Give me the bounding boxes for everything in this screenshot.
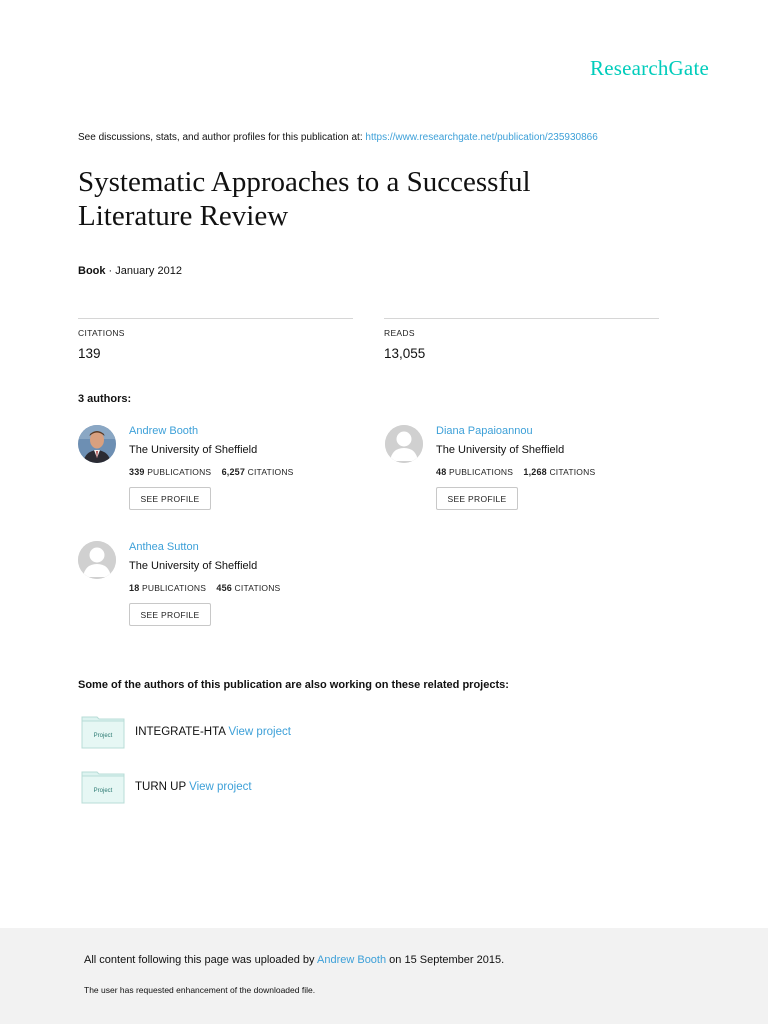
- citations-count: 456: [216, 583, 232, 593]
- author-institution: The University of Sheffield: [129, 444, 258, 456]
- author-stats: [129, 467, 294, 477]
- project-item: [81, 770, 481, 806]
- citations-value: 139: [78, 346, 101, 361]
- see-profile-button[interactable]: SEE PROFILE: [436, 487, 518, 510]
- project-text: [135, 726, 291, 738]
- reads-stat: [384, 318, 659, 361]
- author-stats: [129, 583, 280, 593]
- author-institution: The University of Sheffield: [436, 444, 565, 456]
- discussion-prefix: See discussions, stats, and author profiles for this publication at:: [78, 132, 363, 143]
- publications-count: 339: [129, 467, 145, 477]
- project-icon-label: Project: [93, 788, 113, 794]
- project-name: TURN UP: [135, 781, 186, 793]
- enhancement-note: The user has requested enhancement of the downloaded file.: [84, 985, 316, 995]
- see-profile-button[interactable]: SEE PROFILE: [129, 487, 211, 510]
- uploader-link[interactable]: Andrew Booth: [317, 954, 387, 966]
- author-name-link[interactable]: Andrew Booth: [129, 425, 199, 437]
- citations-label: CITATIONS: [247, 467, 294, 477]
- project-icon-label: Project: [93, 733, 113, 739]
- citations-stat: [78, 318, 353, 361]
- citations-count: 6,257: [221, 467, 246, 477]
- citations-label: CITATIONS: [78, 328, 125, 338]
- publication-meta: [78, 265, 182, 277]
- view-project-link[interactable]: View project: [228, 726, 291, 738]
- citations-label: CITATIONS: [549, 467, 596, 477]
- meta-separator: ·: [105, 265, 116, 277]
- projects-heading: Some of the authors of this publication are also working on these related projects:: [78, 679, 509, 691]
- publication-url-link[interactable]: https://www.researchgate.net/publication/235930866: [365, 132, 598, 143]
- author-institution: The University of Sheffield: [129, 560, 258, 572]
- project-text: [135, 781, 252, 793]
- discussion-line: [78, 132, 598, 143]
- reads-value: 13,055: [384, 346, 426, 361]
- author-name-link[interactable]: Anthea Sutton: [129, 541, 199, 553]
- project-folder-icon: [81, 715, 125, 749]
- citations-label: CITATIONS: [234, 583, 281, 593]
- view-project-link[interactable]: View project: [189, 781, 252, 793]
- author-name-link[interactable]: Diana Papaioannou: [436, 425, 533, 437]
- reads-label: READS: [384, 328, 415, 338]
- see-profile-button[interactable]: SEE PROFILE: [129, 603, 211, 626]
- project-name: INTEGRATE-HTA: [135, 726, 226, 738]
- author-card: [385, 425, 685, 525]
- researchgate-logo[interactable]: ResearchGate: [590, 56, 709, 80]
- publication-date: January 2012: [115, 265, 182, 277]
- author-photo[interactable]: [78, 425, 116, 463]
- project-folder-icon: [81, 770, 125, 804]
- default-avatar-icon[interactable]: [385, 425, 423, 463]
- publication-title: Systematic Approaches to a Successful Literature Review: [78, 166, 531, 232]
- authors-heading: 3 authors:: [78, 393, 132, 405]
- publications-label: PUBLICATIONS: [141, 583, 207, 593]
- default-avatar-icon[interactable]: [78, 541, 116, 579]
- publications-count: 48: [436, 467, 447, 477]
- publications-count: 18: [129, 583, 140, 593]
- author-stats: [436, 467, 595, 477]
- citations-count: 1,268: [523, 467, 547, 477]
- publications-label: PUBLICATIONS: [448, 467, 514, 477]
- publications-label: PUBLICATIONS: [147, 467, 212, 477]
- publication-type: Book: [78, 265, 106, 277]
- author-card: [78, 541, 378, 641]
- author-card: [78, 425, 378, 525]
- footer: [0, 928, 768, 1024]
- upload-prefix: All content following this page was uploaded by: [84, 954, 315, 966]
- upload-suffix: on 15 September 2015.: [389, 954, 505, 966]
- upload-notice: [84, 954, 504, 966]
- project-item: [81, 715, 481, 751]
